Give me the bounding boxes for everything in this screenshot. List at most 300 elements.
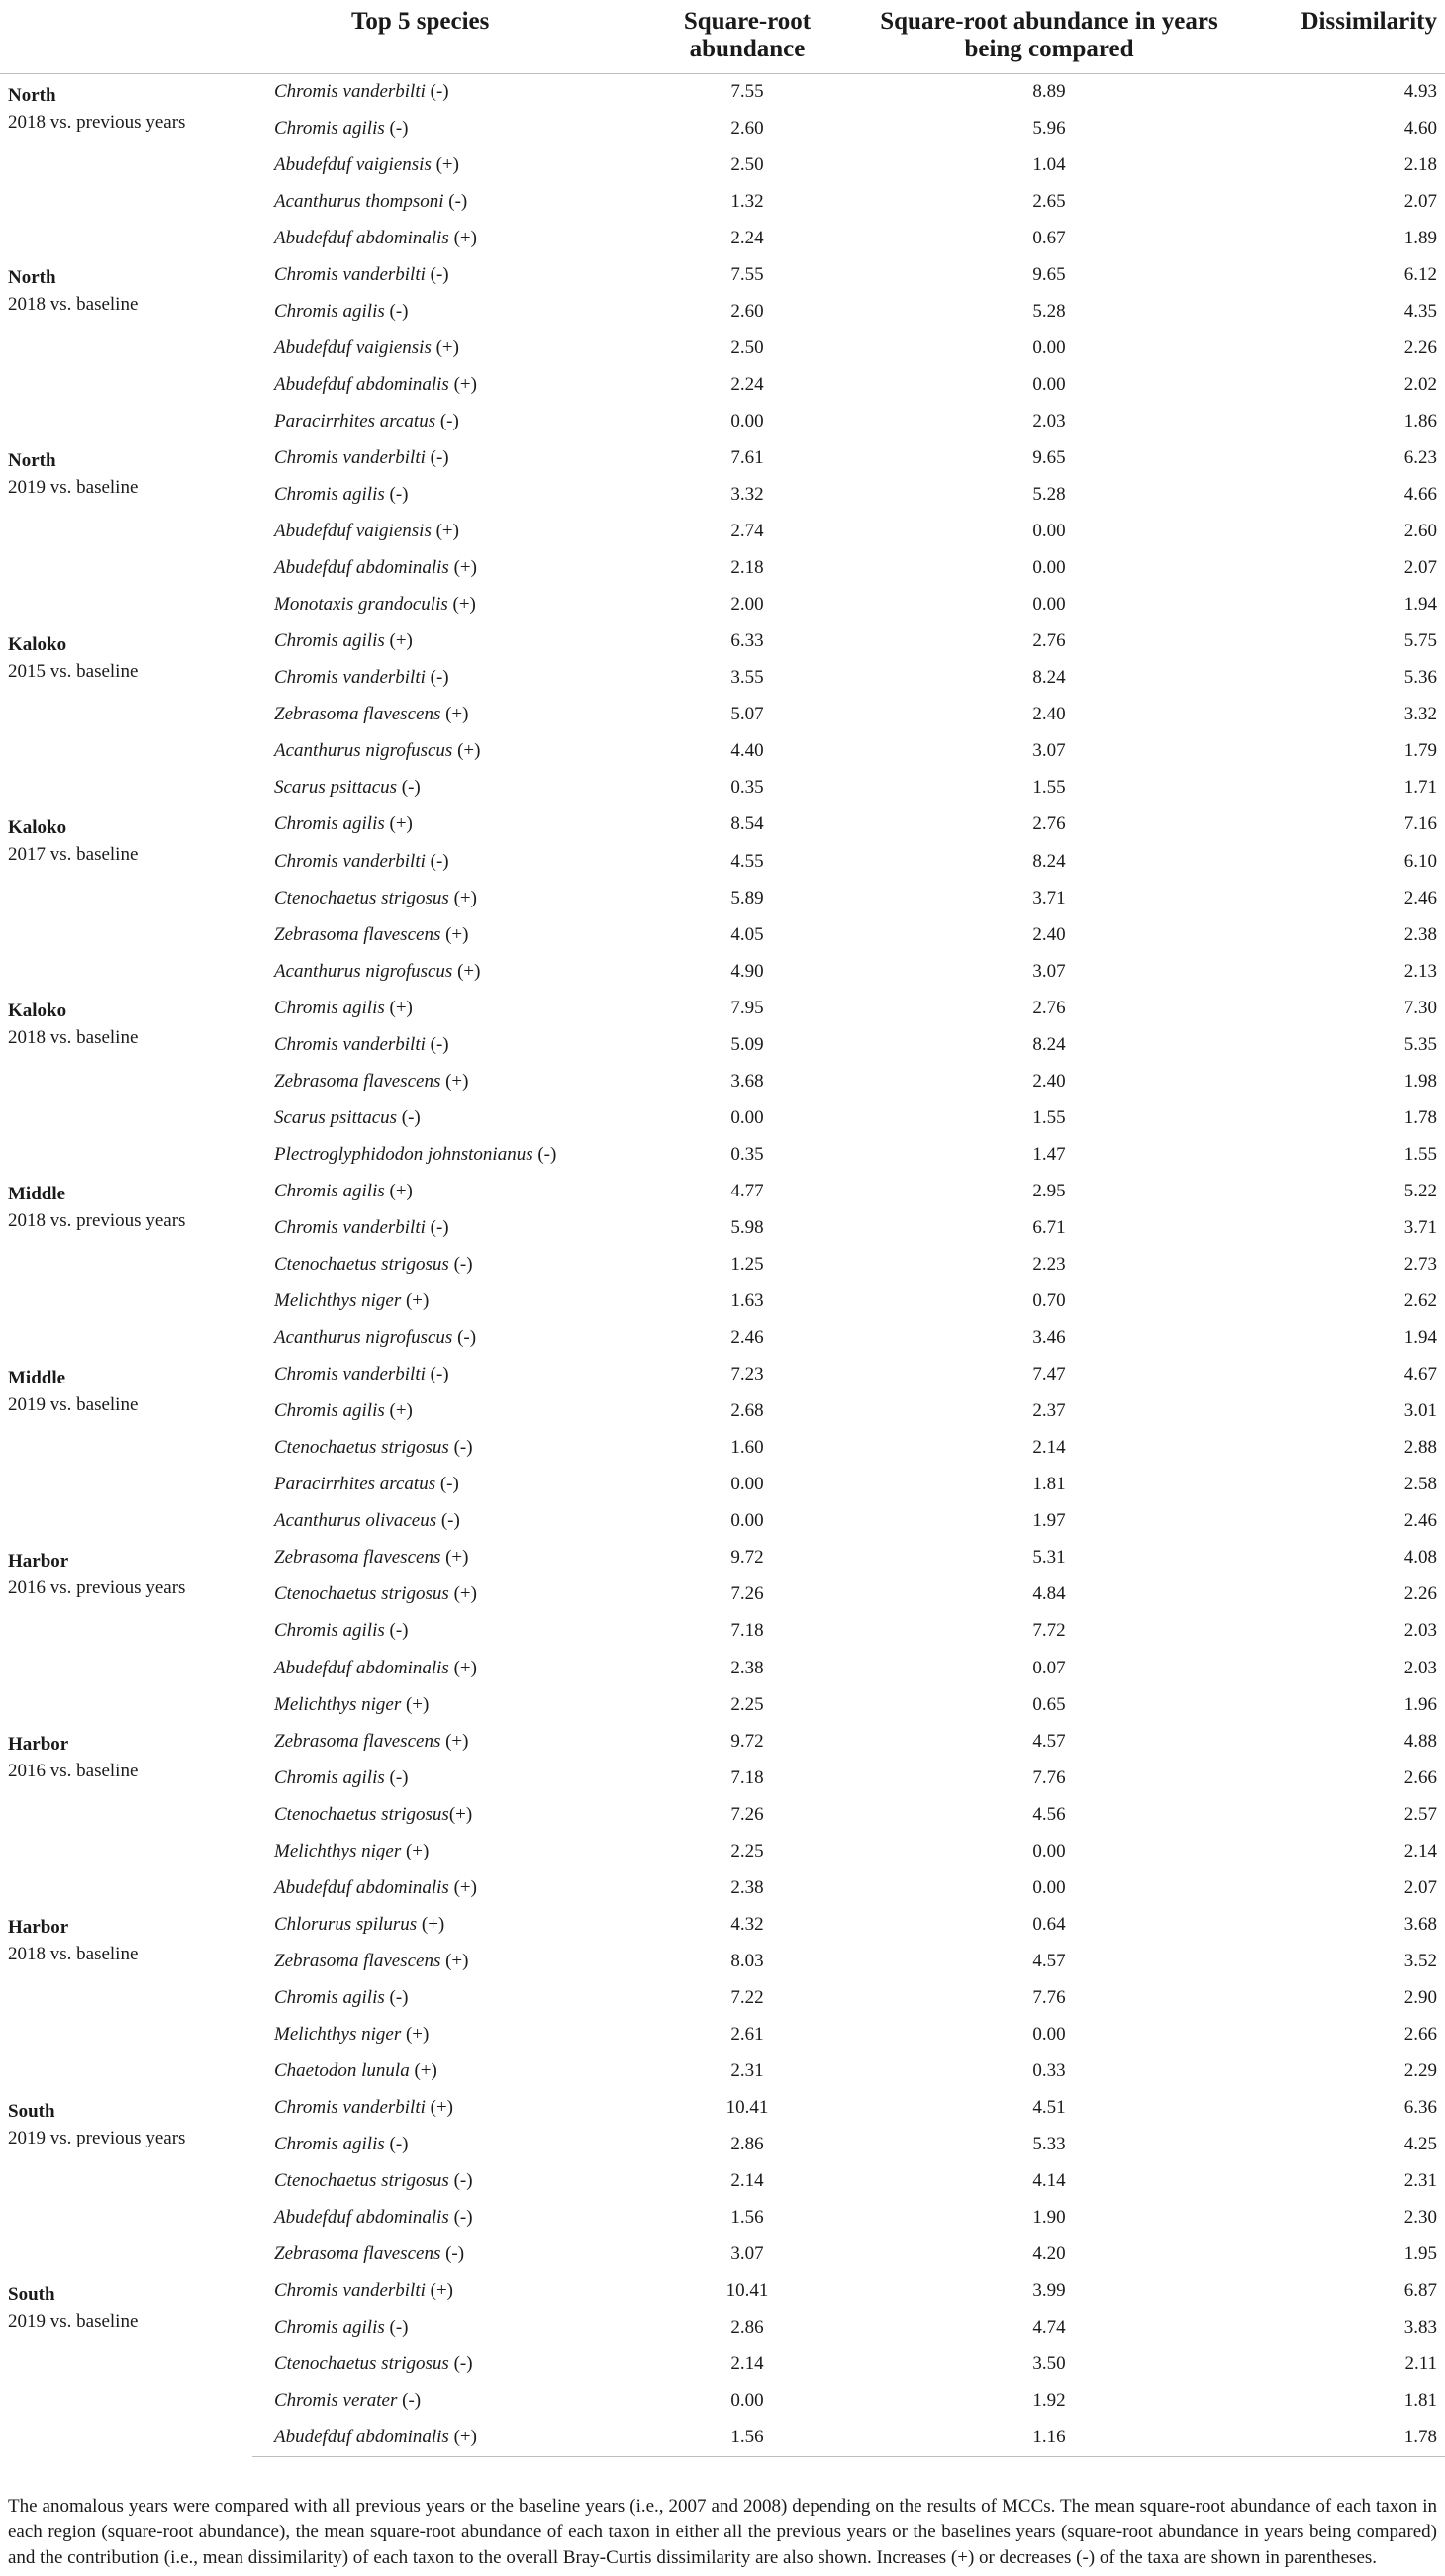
species-cell <box>252 623 643 660</box>
abundance-value: 1.56 <box>643 2420 851 2456</box>
abundance-value: 7.18 <box>730 1766 764 1788</box>
species-name: Chromis verater <box>274 2390 398 2412</box>
table-row <box>0 623 1445 660</box>
abundance-value: 7.23 <box>730 1364 764 1385</box>
species-name: Acanthurus thompsoni <box>274 190 444 212</box>
change-sign: (+) <box>417 1913 445 1935</box>
dissimilarity-value: 2.46 <box>1403 1510 1437 1532</box>
species-name: Chromis agilis <box>274 630 385 652</box>
change-sign: (+) <box>384 813 413 835</box>
dissimilarity-value: 1.79 <box>1403 740 1437 762</box>
region-cell <box>0 623 252 807</box>
abundance-value: 3.68 <box>730 1070 764 1092</box>
species-cell <box>252 1467 643 1503</box>
abundance-value: 2.50 <box>730 153 764 175</box>
species-name: Chromis vanderbilti <box>274 80 426 102</box>
compared-abundance-value: 2.03 <box>1032 410 1066 431</box>
abundance-value: 10.41 <box>725 2280 769 2302</box>
species-name: Ctenochaetus strigosus <box>274 1437 449 1459</box>
dissimilarity-value: 6.23 <box>1403 446 1437 468</box>
change-sign: (+) <box>425 2280 454 2302</box>
species-cell <box>252 1650 643 1686</box>
compared-abundance-value: 3.07 <box>1032 960 1066 982</box>
abundance-value: 2.14 <box>730 2170 764 2192</box>
comparison-label: 2019 vs. baseline <box>8 2310 139 2332</box>
abundance-value: 8.03 <box>730 1950 764 1971</box>
change-sign: (+) <box>440 923 469 945</box>
species-name: Chromis vanderbilti <box>274 1216 426 1238</box>
abundance-value: 1.60 <box>730 1437 764 1459</box>
dissimilarity-value: 2.26 <box>1403 336 1437 358</box>
dissimilarity-value: 3.83 <box>1403 2317 1437 2338</box>
compared-abundance-value: 1.55 <box>1032 1106 1066 1128</box>
compared-abundance-value: 7.72 <box>1032 1620 1066 1642</box>
species-name: Abudefduf abdominalis <box>274 1876 449 1898</box>
change-sign: (-) <box>397 777 421 799</box>
dissimilarity-value: 6.87 <box>1403 2280 1437 2302</box>
compared-abundance-value: 0.00 <box>1032 2024 1066 2045</box>
abundance-value: 2.24 <box>730 373 764 395</box>
species-cell <box>252 366 643 403</box>
comparison-label: 2019 vs. baseline <box>8 1393 139 1415</box>
abundance-value: 2.25 <box>730 1693 764 1715</box>
compared-abundance-value: 0.33 <box>1032 2060 1066 2082</box>
species-cell <box>252 1173 643 1209</box>
species-cell <box>252 843 643 880</box>
dissimilarity-value: 7.16 <box>1403 813 1437 835</box>
compared-abundance-value: 1.16 <box>851 2420 1247 2456</box>
species-name: Paracirrhites arcatus <box>274 410 436 431</box>
table-row <box>0 2273 1445 2310</box>
table-row <box>0 439 1445 476</box>
compared-abundance-value: 1.92 <box>1032 2390 1066 2412</box>
species-cell <box>252 2090 643 2127</box>
region-cell <box>0 807 252 990</box>
species-cell <box>252 1247 643 1284</box>
abundance-value: 2.46 <box>730 1327 764 1349</box>
compared-abundance-value: 2.40 <box>1032 923 1066 945</box>
dissimilarity-value: 1.98 <box>1403 1070 1437 1092</box>
species-name: Zebrasoma flavescens <box>274 1950 441 1971</box>
dissimilarity-value: 2.90 <box>1403 1986 1437 2008</box>
dissimilarity-value: 1.86 <box>1403 410 1437 431</box>
species-name: Monotaxis grandoculis <box>274 594 448 616</box>
species-name: Chromis vanderbilti <box>274 446 426 468</box>
species-cell <box>252 256 643 293</box>
abundance-value: 1.56 <box>730 2207 764 2229</box>
species-name: Chromis vanderbilti <box>274 263 426 285</box>
abundance-value: 2.68 <box>730 1400 764 1422</box>
change-sign: (-) <box>384 2317 409 2338</box>
dissimilarity-value: 5.35 <box>1403 1033 1437 1055</box>
compared-abundance-value: 8.24 <box>1032 667 1066 689</box>
table-footnote: The anomalous years were compared with all previous years or the baseline years (i.e., 2007 and 2008) depending on the results of MCCs. The mean square-root abundance of each taxon in each region (square-root abundance), the mean square-root abundance of each taxon in either all the previous years or the baselines years (square-root abundance in years being compared) and the contribution (i.e., mean dissimilarity) of each taxon to the overall Bray-Curtis dissimilarity are also shown. Increases (+) or decreases (-) of the taxa are shown in parentheses. <box>8 2496 1437 2568</box>
abundance-value: 9.72 <box>730 1730 764 1752</box>
dissimilarity-value: 2.13 <box>1403 960 1437 982</box>
compared-abundance-value: 4.51 <box>1032 2097 1066 2119</box>
table-row <box>0 256 1445 293</box>
change-sign: (-) <box>443 190 468 212</box>
species-name: Zebrasoma flavescens <box>274 1730 441 1752</box>
abundance-value: 4.90 <box>730 960 764 982</box>
species-name: Chromis vanderbilti <box>274 1033 426 1055</box>
compared-abundance-value: 4.20 <box>1032 2243 1066 2265</box>
species-name: Abudefduf abdominalis <box>274 227 449 248</box>
compared-abundance-value: 2.23 <box>1032 1254 1066 1276</box>
change-sign: (-) <box>435 410 459 431</box>
comparison-label: 2019 vs. baseline <box>8 477 139 499</box>
dissimilarity-value: 4.88 <box>1403 1730 1437 1752</box>
abundance-value: 2.24 <box>730 227 764 248</box>
species-cell <box>252 587 643 623</box>
change-sign: (-) <box>425 80 449 102</box>
species-name: Abudefduf abdominalis <box>274 2207 449 2229</box>
compared-abundance-value: 0.00 <box>1032 336 1066 358</box>
change-sign: (-) <box>384 1766 409 1788</box>
compared-abundance-value: 1.81 <box>1032 1474 1066 1495</box>
species-name: Chromis agilis <box>274 813 385 835</box>
header-compared <box>851 0 1247 73</box>
table-row <box>0 1173 1445 1209</box>
dissimilarity-value: 2.26 <box>1403 1583 1437 1605</box>
dissimilarity-value: 2.62 <box>1403 1290 1437 1312</box>
table-row <box>0 73 1445 110</box>
dissimilarity-value: 2.11 <box>1404 2353 1437 2375</box>
compared-abundance-value: 8.89 <box>1032 80 1066 102</box>
change-sign: (+) <box>448 1657 477 1678</box>
dissimilarity-value: 2.73 <box>1403 1254 1437 1276</box>
abundance-value: 2.31 <box>730 2060 764 2082</box>
dissimilarity-value: 4.60 <box>1403 117 1437 139</box>
abundance-value: 5.98 <box>730 1216 764 1238</box>
dissimilarity-value: 2.88 <box>1403 1437 1437 1459</box>
compared-abundance-value: 4.14 <box>1032 2170 1066 2192</box>
region-cell <box>0 1173 252 1356</box>
change-sign: (+) <box>447 594 476 616</box>
species-cell <box>252 1503 643 1540</box>
change-sign: (-) <box>397 1106 421 1128</box>
dissimilarity-value: 1.55 <box>1403 1143 1437 1165</box>
species-cell <box>252 293 643 330</box>
dissimilarity-value: 1.71 <box>1403 777 1437 799</box>
species-cell <box>252 1357 643 1393</box>
table-row <box>0 1540 1445 1576</box>
change-sign: (+) <box>440 1070 469 1092</box>
dissimilarity-value: 3.52 <box>1403 1950 1437 1971</box>
dissimilarity-value: 1.89 <box>1403 227 1437 248</box>
species-cell <box>252 1613 643 1650</box>
header-abundance-line2: abundance <box>689 36 806 62</box>
change-sign: (-) <box>448 2170 473 2192</box>
species-name: Scarus psittacus <box>274 1106 398 1128</box>
change-sign: (-) <box>384 1620 409 1642</box>
abundance-value: 2.38 <box>730 1657 764 1678</box>
abundance-value: 3.32 <box>730 484 764 506</box>
compared-abundance-value: 7.47 <box>1032 1364 1066 1385</box>
species-name: Chromis agilis <box>274 1766 385 1788</box>
header-dissimilarity: Dissimilarity <box>1247 0 1445 73</box>
abundance-value: 4.77 <box>730 1180 764 1201</box>
comparison-label: 2018 vs. baseline <box>8 1027 139 1049</box>
species-name: Ctenochaetus strigosus <box>274 1803 449 1825</box>
compared-abundance-value: 4.57 <box>1032 1730 1066 1752</box>
species-cell <box>252 1430 643 1467</box>
header-species: Top 5 species <box>252 0 643 73</box>
compared-abundance-value: 2.40 <box>1032 704 1066 725</box>
compared-abundance-value: 1.47 <box>1032 1143 1066 1165</box>
dissimilarity-value: 2.66 <box>1403 1766 1437 1788</box>
compared-abundance-value: 9.65 <box>1032 263 1066 285</box>
abundance-value: 7.55 <box>730 80 764 102</box>
species-name: Chaetodon lunula <box>274 2060 410 2082</box>
region-name: North <box>8 450 56 472</box>
region-cell <box>0 1723 252 1906</box>
region-name: North <box>8 267 56 289</box>
species-cell <box>252 1320 643 1357</box>
species-cell <box>252 1760 643 1796</box>
change-sign: (-) <box>425 1216 449 1238</box>
species-name: Chromis vanderbilti <box>274 1364 426 1385</box>
species-name: Melichthys niger <box>274 1693 402 1715</box>
species-cell <box>252 1540 643 1576</box>
dissimilarity-value: 2.18 <box>1403 153 1437 175</box>
species-name: Ctenochaetus strigosus <box>274 2170 449 2192</box>
abundance-value: 5.89 <box>730 887 764 908</box>
dissimilarity-value: 1.78 <box>1247 2420 1445 2456</box>
compared-abundance-value: 1.97 <box>1032 1510 1066 1532</box>
species-name: Zebrasoma flavescens <box>274 2243 441 2265</box>
species-name: Chromis agilis <box>274 484 385 506</box>
abundance-value: 2.60 <box>730 300 764 322</box>
species-cell <box>252 1869 643 1906</box>
change-sign: (+) <box>401 2024 430 2045</box>
species-cell <box>252 733 643 770</box>
compared-abundance-value: 3.99 <box>1032 2280 1066 2302</box>
species-cell <box>252 2420 643 2456</box>
species-name: Abudefduf vaigiensis <box>274 153 432 175</box>
species-cell <box>252 770 643 807</box>
species-name: Chromis agilis <box>274 1180 385 1201</box>
species-cell <box>252 439 643 476</box>
compared-abundance-value: 2.40 <box>1032 1070 1066 1092</box>
abundance-value: 1.25 <box>730 1254 764 1276</box>
species-cell <box>252 1576 643 1613</box>
header-row <box>0 0 1445 73</box>
dissimilarity-value: 2.07 <box>1403 190 1437 212</box>
abundance-value: 5.07 <box>730 704 764 725</box>
table-row <box>0 1357 1445 1393</box>
change-sign: (+) <box>431 521 459 542</box>
header-abundance <box>643 0 851 73</box>
compared-abundance-value: 2.37 <box>1032 1400 1066 1422</box>
abundance-value: 1.63 <box>730 1290 764 1312</box>
species-name: Scarus psittacus <box>274 777 398 799</box>
species-name: Melichthys niger <box>274 2024 402 2045</box>
species-name: Zebrasoma flavescens <box>274 923 441 945</box>
abundance-value: 2.50 <box>730 336 764 358</box>
dissimilarity-value: 4.08 <box>1403 1547 1437 1569</box>
species-name: Zebrasoma flavescens <box>274 1547 441 1569</box>
species-name: Abudefduf abdominalis <box>274 2427 449 2448</box>
dissimilarity-value: 5.22 <box>1403 1180 1437 1201</box>
change-sign: (-) <box>452 1327 477 1349</box>
header-region <box>0 0 252 73</box>
abundance-value: 2.25 <box>730 1840 764 1861</box>
species-cell <box>252 2310 643 2346</box>
species-name: Abudefduf abdominalis <box>274 373 449 395</box>
compared-abundance-value: 0.00 <box>1032 1876 1066 1898</box>
species-name: Chromis agilis <box>274 997 385 1018</box>
species-name: Chromis vanderbilti <box>274 2097 426 2119</box>
change-sign: (-) <box>532 1143 557 1165</box>
dissimilarity-value: 4.35 <box>1403 300 1437 322</box>
species-cell <box>252 2200 643 2237</box>
species-cell <box>252 1686 643 1723</box>
compared-abundance-value: 8.24 <box>1032 1033 1066 1055</box>
species-name: Abudefduf vaigiensis <box>274 521 432 542</box>
change-sign: (+) <box>425 2097 454 2119</box>
table-row <box>0 990 1445 1026</box>
dissimilarity-value: 2.31 <box>1403 2170 1437 2192</box>
species-name: Ctenochaetus strigosus <box>274 1583 449 1605</box>
change-sign: (-) <box>436 1510 460 1532</box>
abundance-value: 2.74 <box>730 521 764 542</box>
dissimilarity-value: 4.66 <box>1403 484 1437 506</box>
species-cell <box>252 807 643 843</box>
region-cell <box>0 1357 252 1540</box>
abundance-value: 2.18 <box>730 557 764 579</box>
species-cell <box>252 1063 643 1099</box>
abundance-value: 4.05 <box>730 923 764 945</box>
species-cell <box>252 2016 643 2052</box>
compared-abundance-value: 9.65 <box>1032 446 1066 468</box>
species-cell <box>252 330 643 366</box>
dissimilarity-value: 2.14 <box>1403 1840 1437 1861</box>
comparison-label: 2018 vs. previous years <box>8 1210 186 1232</box>
species-cell <box>252 2127 643 2163</box>
abundance-value: 9.72 <box>730 1547 764 1569</box>
species-name: Chromis vanderbilti <box>274 2280 426 2302</box>
species-cell <box>252 550 643 587</box>
abundance-value: 2.14 <box>730 2353 764 2375</box>
region-cell <box>0 256 252 439</box>
abundance-value: 7.95 <box>730 997 764 1018</box>
change-sign: (-) <box>425 446 449 468</box>
change-sign: (+) <box>448 1803 473 1825</box>
change-sign: (-) <box>425 1364 449 1385</box>
region-name: Middle <box>8 1367 66 1388</box>
species-cell <box>252 183 643 220</box>
abundance-value: 4.55 <box>730 850 764 872</box>
compared-abundance-value: 1.55 <box>1032 777 1066 799</box>
region-name: Kaloko <box>8 1001 67 1022</box>
abundance-value: 2.86 <box>730 2317 764 2338</box>
compared-abundance-value: 3.07 <box>1032 740 1066 762</box>
abundance-value: 7.26 <box>730 1583 764 1605</box>
species-cell <box>252 403 643 439</box>
change-sign: (+) <box>448 2427 477 2448</box>
species-cell <box>252 1723 643 1760</box>
dissimilarity-value: 6.10 <box>1403 850 1437 872</box>
species-name: Chlorurus spilurus <box>274 1913 418 1935</box>
dissimilarity-value: 3.32 <box>1403 704 1437 725</box>
change-sign: (-) <box>448 2353 473 2375</box>
dissimilarity-value: 2.30 <box>1403 2207 1437 2229</box>
abundance-value: 7.55 <box>730 263 764 285</box>
species-name: Chromis vanderbilti <box>274 667 426 689</box>
compared-abundance-value: 4.84 <box>1032 1583 1066 1605</box>
change-sign: (+) <box>448 887 477 908</box>
species-name: Chromis agilis <box>274 2134 385 2155</box>
compared-abundance-value: 1.90 <box>1032 2207 1066 2229</box>
species-name: Acanthurus olivaceus <box>274 1510 437 1532</box>
abundance-value: 4.32 <box>730 1913 764 1935</box>
comparison-label: 2018 vs. baseline <box>8 1944 139 1965</box>
dissimilarity-value: 1.95 <box>1403 2243 1437 2265</box>
species-cell <box>252 697 643 733</box>
abundance-value: 2.38 <box>730 1876 764 1898</box>
species-cell <box>252 1833 643 1869</box>
compared-abundance-value: 8.24 <box>1032 850 1066 872</box>
abundance-value: 0.00 <box>730 1510 764 1532</box>
change-sign: (+) <box>409 2060 437 2082</box>
abundance-value: 6.33 <box>730 630 764 652</box>
change-sign: (-) <box>384 484 409 506</box>
change-sign: (+) <box>452 960 481 982</box>
compared-abundance-value: 3.46 <box>1032 1327 1066 1349</box>
region-name: North <box>8 84 56 106</box>
species-cell <box>252 514 643 550</box>
species-name: Chromis agilis <box>274 1986 385 2008</box>
species-cell <box>252 880 643 916</box>
species-cell <box>252 2346 643 2383</box>
species-name: Abudefduf abdominalis <box>274 557 449 579</box>
region-cell <box>0 1540 252 1723</box>
compared-abundance-value: 5.28 <box>1032 300 1066 322</box>
compared-abundance-value: 2.95 <box>1032 1180 1066 1201</box>
abundance-value: 3.07 <box>730 2243 764 2265</box>
dissimilarity-value: 2.03 <box>1403 1620 1437 1642</box>
change-sign: (+) <box>401 1290 430 1312</box>
change-sign: (+) <box>384 997 413 1018</box>
compared-abundance-value: 2.76 <box>1032 997 1066 1018</box>
region-name: Harbor <box>8 1550 69 1572</box>
dissimilarity-value: 2.66 <box>1403 2024 1437 2045</box>
table-row <box>0 807 1445 843</box>
species-cell <box>252 1906 643 1943</box>
species-cell <box>252 1979 643 2016</box>
species-cell <box>252 1943 643 1979</box>
compared-abundance-value: 2.76 <box>1032 630 1066 652</box>
comparison-label: 2015 vs. baseline <box>8 660 139 682</box>
species-name: Acanthurus nigrofuscus <box>274 740 453 762</box>
change-sign: (+) <box>452 740 481 762</box>
dissimilarity-value: 3.71 <box>1403 1216 1437 1238</box>
table-row <box>0 1723 1445 1760</box>
change-sign: (-) <box>448 2207 473 2229</box>
abundance-value: 7.22 <box>730 1986 764 2008</box>
comparison-label: 2019 vs. previous years <box>8 2127 186 2148</box>
compared-abundance-value: 0.00 <box>1032 557 1066 579</box>
species-name: Chromis agilis <box>274 300 385 322</box>
comparison-label: 2018 vs. baseline <box>8 294 139 316</box>
dissimilarity-value: 5.36 <box>1403 667 1437 689</box>
dissimilarity-value: 2.60 <box>1403 521 1437 542</box>
abundance-value: 2.00 <box>730 594 764 616</box>
header-compared-line1: Square-root abundance in years <box>880 8 1218 35</box>
species-cell <box>252 1099 643 1136</box>
species-cell <box>252 73 643 110</box>
